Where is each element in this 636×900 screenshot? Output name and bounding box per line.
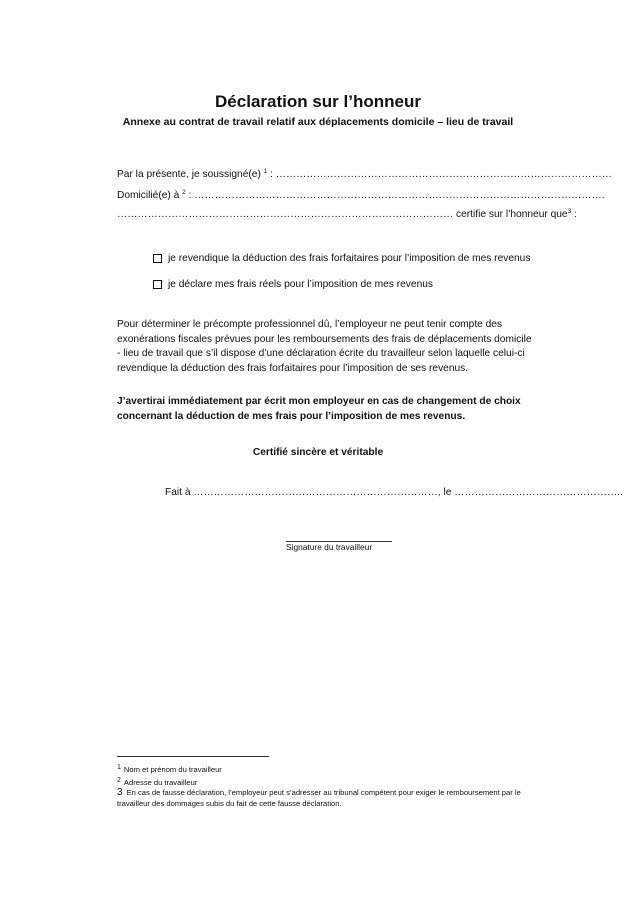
undersigned-label: Par la présente, je soussigné(e) xyxy=(117,169,261,180)
explanation-paragraph: Pour déterminer le précompte professionnel dû, l’employeur ne peut tenir compte des exonérations fiscales prévues pour les remboursements des frais de déplacements domicile - lieu de travail que s’il dispose d’une déclaration écrite du travailleur selon laquelle celui-ci revendique la déduction des frais forfaitaires pour l’imposition de ses revenus. xyxy=(117,319,532,374)
certify-heading: Certifié sincère et véritable xyxy=(252,447,384,458)
certify-text: certifie sur l’honneur que xyxy=(453,209,568,220)
option-forfait-label: je revendique la déduction des frais forfaitaires pour l’imposition de mes revenus xyxy=(168,253,531,264)
footnote-3-number: 3 xyxy=(117,787,123,798)
footnote-2-text: Adresse du travailleur xyxy=(123,778,198,787)
page-subtitle: Annexe au contrat de travail relatif aux déplacements domicile – lieu de travail xyxy=(122,116,514,128)
footnote-3 xyxy=(117,787,537,809)
domicile-label: Domicilié(e) à xyxy=(117,190,180,201)
warning-paragraph: J’avertirai immédiatement par écrit mon employeur en cas de changement de choix concernant la déduction de mes frais pour l’imposition de mes revenus. xyxy=(117,396,521,422)
option-frais-reels[interactable] xyxy=(153,279,433,290)
domicile-field: : …………………………………………………………………………………………………………. xyxy=(185,190,605,201)
checkbox-frais-reels[interactable] xyxy=(153,280,162,289)
certify-colon: : xyxy=(571,209,577,220)
address-continuation-field: ……………………………………………………………………………………… xyxy=(117,209,454,220)
footnote-ref-2: 2 xyxy=(182,189,186,196)
page-title: Déclaration sur l’honneur xyxy=(215,92,421,111)
certify-line xyxy=(117,209,577,220)
footnote-separator xyxy=(117,756,269,757)
option-frais-reels-label: je déclare mes frais réels pour l’imposition de mes revenus xyxy=(168,279,433,290)
footnote-ref-3: 3 xyxy=(567,208,572,215)
signature-label: Signature du travailleur xyxy=(286,542,373,552)
undersigned-field: : ……………………………………………………………………………………… xyxy=(267,169,612,180)
footnote-1 xyxy=(117,762,537,775)
undersigned-line xyxy=(117,169,612,180)
domicile-line xyxy=(117,190,605,201)
option-forfait[interactable] xyxy=(153,253,530,264)
footnote-ref-1: 1 xyxy=(263,168,268,175)
footnote-1-number: 1 xyxy=(117,764,121,771)
place-date-line: Fait à ………………………………………………………………, le ………………………………………….. xyxy=(165,487,623,498)
checkbox-forfait[interactable] xyxy=(153,254,162,263)
footnote-3-text: En cas de fausse déclaration, l’employeur peut s’adresser au tribunal compétent pour exiger le remboursement par le travailleur des dommages subis du fait de cette fausse déclaration. xyxy=(117,788,521,808)
footnote-1-text: Nom et prénom du travailleur xyxy=(123,765,222,774)
footnote-2-number: 2 xyxy=(117,777,121,784)
